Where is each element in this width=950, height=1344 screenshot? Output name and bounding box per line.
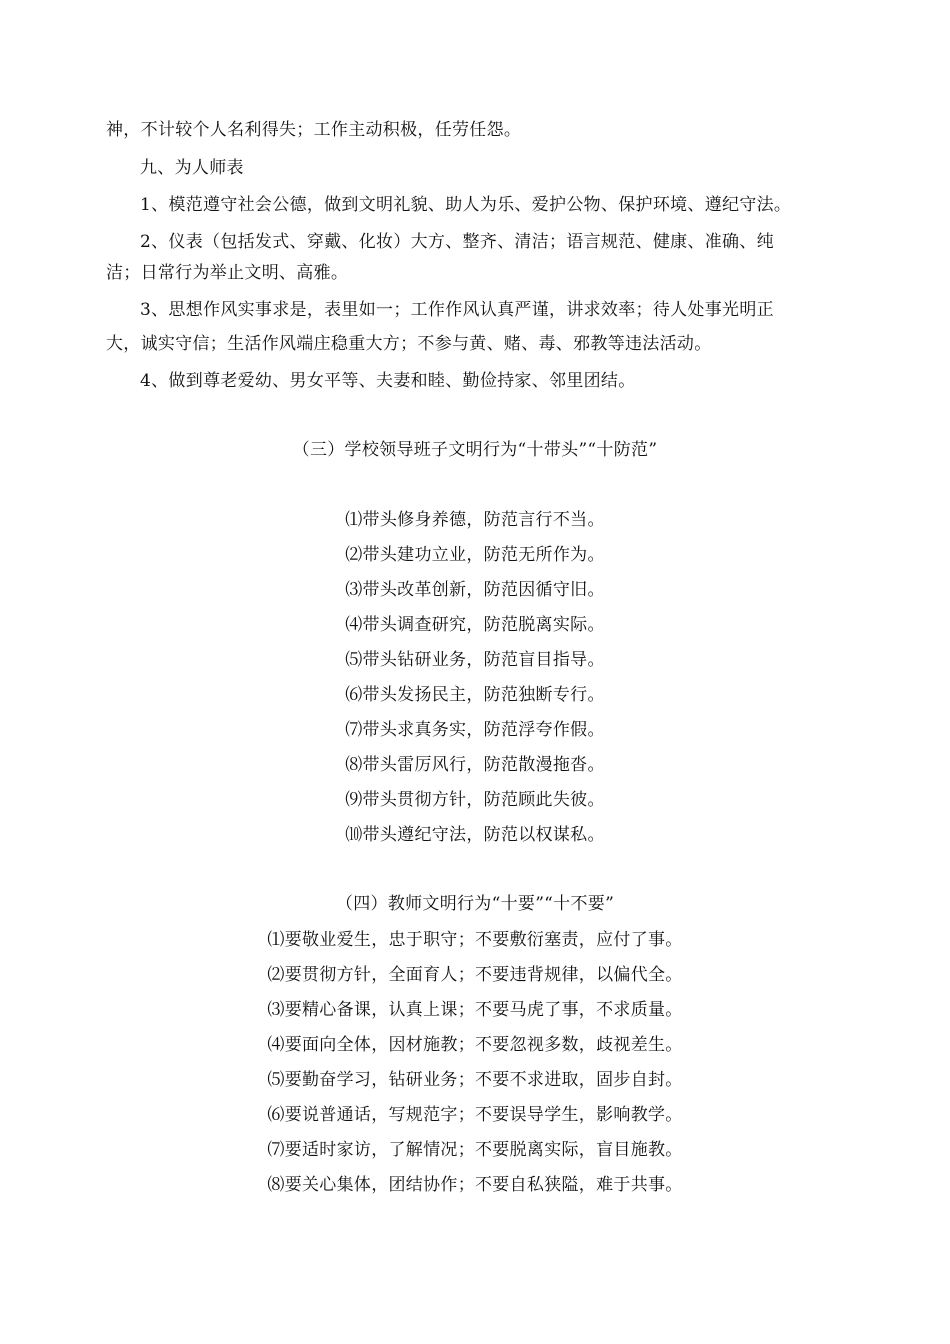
- list-item: ⑶带头改革创新，防范因循守旧。: [345, 580, 605, 600]
- list-item: 2、仪表（包括发式、穿戴、化妆）大方、整齐、清洁；语言规范、健康、准确、纯: [140, 232, 774, 252]
- list-item: ⑴要敬业爱生，忠于职守；不要敷衍塞责，应付了事。: [267, 930, 683, 950]
- list-item: ⑹要说普通话，写规范字；不要误导学生，影响教学。: [267, 1105, 683, 1125]
- list-item: ⑺带头求真务实，防范浮夸作假。: [345, 720, 605, 740]
- list-item: ⑽带头遵纪守法，防范以权谋私。: [345, 825, 605, 845]
- list-item: ⑵带头建功立业，防范无所作为。: [345, 545, 605, 565]
- section-heading: （四）教师文明行为“十要”“十不要”: [335, 894, 615, 914]
- list-item: ⑷要面向全体，因材施教；不要忽视多数，歧视差生。: [267, 1035, 683, 1055]
- list-item: ⑼带头贯彻方针，防范顾此失彼。: [345, 790, 605, 810]
- list-item: ⑵要贯彻方针，全面育人；不要违背规律，以偏代全。: [267, 965, 683, 985]
- section-heading: （三）学校领导班子文明行为“十带头”“十防范”: [292, 440, 658, 460]
- list-item-continuation: 洁；日常行为举止文明、高雅。: [106, 263, 349, 283]
- list-item: ⑻带头雷厉风行，防范散漫拖沓。: [345, 755, 605, 775]
- list-item: ⑶要精心备课，认真上课；不要马虎了事，不求质量。: [267, 1000, 683, 1020]
- list-item: 3、思想作风实事求是，表里如一；工作作风认真严谨，讲求效率；待人处事光明正: [140, 300, 774, 320]
- list-item: ⑻要关心集体，团结协作；不要自私狭隘，难于共事。: [267, 1175, 683, 1195]
- list-item: ⑴带头修身养德，防范言行不当。: [345, 510, 605, 530]
- paragraph-continuation: 神，不计较个人名利得失；工作主动积极，任劳任怨。: [106, 120, 522, 140]
- list-item: ⑸带头钻研业务，防范盲目指导。: [345, 650, 605, 670]
- list-item-continuation: 大，诚实守信；生活作风端庄稳重大方；不参与黄、赌、毒、邪教等违法活动。: [106, 334, 712, 354]
- list-item: ⑸要勤奋学习，钻研业务；不要不求进取，固步自封。: [267, 1070, 683, 1090]
- section-heading: 九、为人师表: [140, 158, 244, 178]
- list-item: ⑷带头调查研究，防范脱离实际。: [345, 615, 605, 635]
- list-item: ⑺要适时家访，了解情况；不要脱离实际，盲目施教。: [267, 1140, 683, 1160]
- list-item: ⑹带头发扬民主，防范独断专行。: [345, 685, 605, 705]
- list-item: 1、模范遵守社会公德，做到文明礼貌、助人为乐、爱护公物、保护环境、遵纪守法。: [140, 195, 792, 215]
- list-item: 4、做到尊老爱幼、男女平等、夫妻和睦、勤俭持家、邻里团结。: [140, 371, 636, 391]
